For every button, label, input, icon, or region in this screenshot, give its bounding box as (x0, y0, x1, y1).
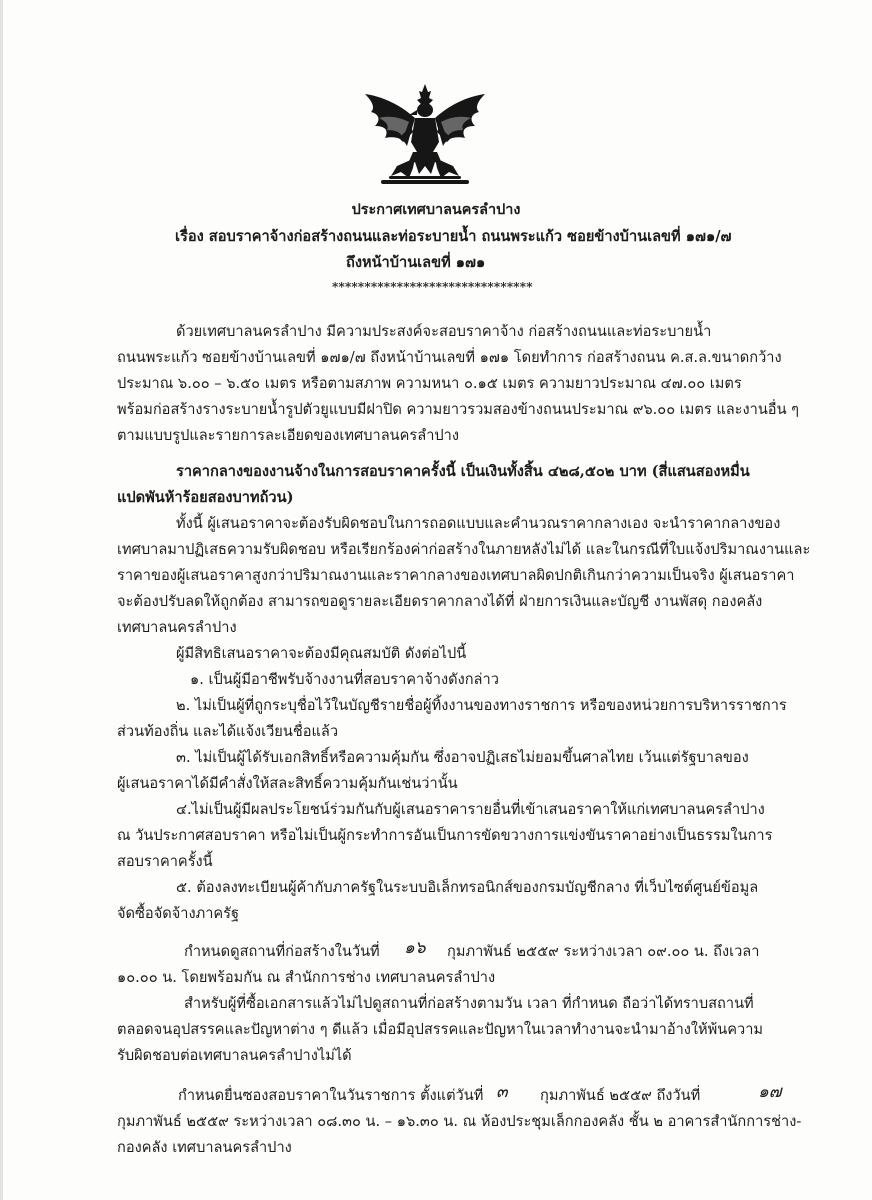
intro-line-2: ถนนพระแก้ว ซอยข้างบ้านเลขที่ ๑๗๑/๗ ถึงหน้าบ้านเลขที่ ๑๗๑ โดยทำการ ก่อสร้างถนน ค.ส.ล.ขนาดกว้าง (117, 349, 782, 366)
resp-line-1: ทั้งนี้ ผู้เสนอราคาจะต้องรับผิดชอบในการถอดแบบและคำนวณราคากลางเอง จะนำราคากลางของ (176, 515, 781, 532)
site-visit-b: กุมภาพันธ์ ๒๕๕๙ ระหว่างเวลา ๐๙.๐๐ น. ถึงเวลา (447, 943, 760, 960)
qual-1: ๑. เป็นผู้มีอาชีพรับจ้างงานที่สอบราคาจ้างดังกล่าว (190, 671, 499, 688)
no-visit-line-2: ตลอดจนอุปสรรคและปัญหาต่าง ๆ ดีแล้ว เมื่อมีอุปสรรคและปัญหาในเวลาทำงานจะนำมาอ้างให้พ้นความ (117, 1021, 764, 1038)
no-visit-line-3: รับผิดชอบต่อเทศบาลนครลำปางไม่ได้ (117, 1047, 352, 1064)
submission-b: กุมภาพันธ์ ๒๕๕๙ ถึงวันที่ (540, 1087, 701, 1104)
page-title: ประกาศเทศบาลนครลำปาง (351, 201, 521, 218)
intro-line-3: ประมาณ ๖.๐๐ – ๖.๕๐ เมตร หรือตามสภาพ ความหนา ๐.๑๕ เมตร ความยาวประมาณ ๔๗.๐๐ เมตร (117, 375, 742, 392)
intro-line-4: พร้อมก่อสร้างรางระบายน้ำรูปตัวยูแบบมีฝาปิด ความยาวรวมสองข้างถนนประมาณ ๙๖.๐๐ เมตร และงานอื่น ๆ (117, 401, 800, 418)
resp-line-3: ราคาของผู้เสนอราคาสูงกว่าปริมาณงานและราคากลางของเทศบาลผิดปกติเกินกว่าความเป็นจริง ผู้เสนอราคา (117, 567, 795, 584)
subject-line-2: ถึงหน้าบ้านเลขที่ ๑๗๑ (346, 254, 486, 271)
qual-2-line-2: ส่วนท้องถิ่น และได้แจ้งเวียนชื่อแล้ว (117, 723, 339, 740)
submission-line-2: กุมภาพันธ์ ๒๕๕๙ ระหว่างเวลา ๐๘.๓๐ น. – ๑๖.๓๐ น. ณ ห้องประชุมเล็กกองคลัง ชั้น ๒ อาคารสำนักการช่าง- (117, 1113, 802, 1130)
qual-4-line-2: ณ วันประกาศสอบราคา หรือไม่เป็นผู้กระทำการอันเป็นการขัดขวางการแข่งขันราคาอย่างเป็นธรรมในการ (117, 827, 773, 844)
qual-2-line-1: ๒. ไม่เป็นผู้ที่ถูกระบุชื่อไว้ในบัญชีรายชื่อผู้ทิ้งงานของทางราชการ หรือของหน่วยการบริหารราชการ (176, 697, 787, 714)
qual-intro: ผู้มีสิทธิเสนอราคาจะต้องมีคุณสมบัติ ดังต่อไปนี้ (176, 645, 467, 662)
price-line-1: ราคากลางของงานจ้างในการสอบราคาครั้งนี้ เป็นเงินทั้งสิ้น ๔๒๘,๕๐๒ บาท (สี่แสนสองหมื่น (176, 463, 750, 480)
price-line-2: แปดพันห้าร้อยสองบาทถ้วน) (117, 489, 294, 506)
submission-line-3: กองคลัง เทศบาลนครลำปาง (117, 1139, 292, 1156)
subject-line-1: เรื่อง สอบราคาจ้างก่อสร้างถนนและท่อระบายน้ำ ถนนพระแก้ว ซอยข้างบ้านเลขที่ ๑๗๑/๗ (175, 228, 732, 245)
site-visit-day: ๑๖ (404, 938, 426, 958)
qual-4-line-3: สอบราคาครั้งนี้ (117, 853, 213, 870)
qual-5-line-1: ๕. ต้องลงทะเบียนผู้ค้ากับภาครัฐในระบบอิเล็กทรอนิกส์ของกรมบัญชีกลาง ที่เว็บไซต์ศูนย์ข้อมูล (176, 879, 759, 896)
resp-line-2: เทศบาลมาปฏิเสธความรับผิดชอบ หรือเรียกร้องค่าก่อสร้างในภายหลังไม่ได้ และในกรณีที่ใบแจ้งปริมาณงานและ (117, 541, 811, 558)
submission-a: กำหนดยื่นซองสอบราคาในวันราชการ ตั้งแต่วันที่ (178, 1087, 484, 1104)
resp-line-5: เทศบาลนครลำปาง (117, 619, 237, 636)
qual-3-line-1: ๓. ไม่เป็นผู้ได้รับเอกสิทธิ์หรือความคุ้มกัน ซึ่งอาจปฏิเสธไม่ยอมขึ้นศาลไทย เว้นแต่รัฐบาลของ (176, 749, 749, 766)
intro-line-5: ตามแบบรูปและรายการละเอียดของเทศบาลนครลำปาง (117, 427, 459, 444)
submission-day-1: ๓ (496, 1082, 508, 1102)
resp-line-4: จะต้องปรับลดให้ถูกต้อง สามารถขอดูรายละเอียดราคากลางได้ที่ ฝ่ายการเงินและบัญชี งานพัสดุ กองคลัง (117, 593, 763, 610)
submission-day-2: ๑๗ (758, 1082, 782, 1102)
qual-4-line-1: ๔.ไม่เป็นผู้มีผลประโยชน์ร่วมกันกับผู้เสนอราคารายอื่นที่เข้าเสนอราคาให้แก่เทศบาลนครลำปาง (176, 801, 765, 818)
site-visit-line-2: ๑๐.๐๐ น. โดยพร้อมกัน ณ สำนักการช่าง เทศบาลนครลำปาง (117, 969, 496, 986)
scan-edge (0, 0, 3, 1200)
no-visit-line-1: สำหรับผู้ที่ซื้อเอกสารแล้วไม่ไปดูสถานที่ก่อสร้างตามวัน เวลา ที่กำหนด ถือว่าได้ทราบสถานที่ (184, 995, 754, 1012)
garuda-emblem-icon (357, 82, 493, 190)
site-visit-a: กำหนดดูสถานที่ก่อสร้างในวันที่ (184, 943, 380, 960)
qual-5-line-2: จัดซื้อจัดจ้างภาครัฐ (117, 905, 240, 922)
intro-line-1: ด้วยเทศบาลนครลำปาง มีความประสงค์จะสอบราคาจ้าง ก่อสร้างถนนและท่อระบายน้ำ (176, 323, 712, 340)
qual-3-line-2: ผู้เสนอราคาได้มีคำสั่งให้สละสิทธิ์ความคุ้มกันเช่นว่านั้น (117, 775, 458, 792)
separator: ******************************* (332, 280, 533, 294)
